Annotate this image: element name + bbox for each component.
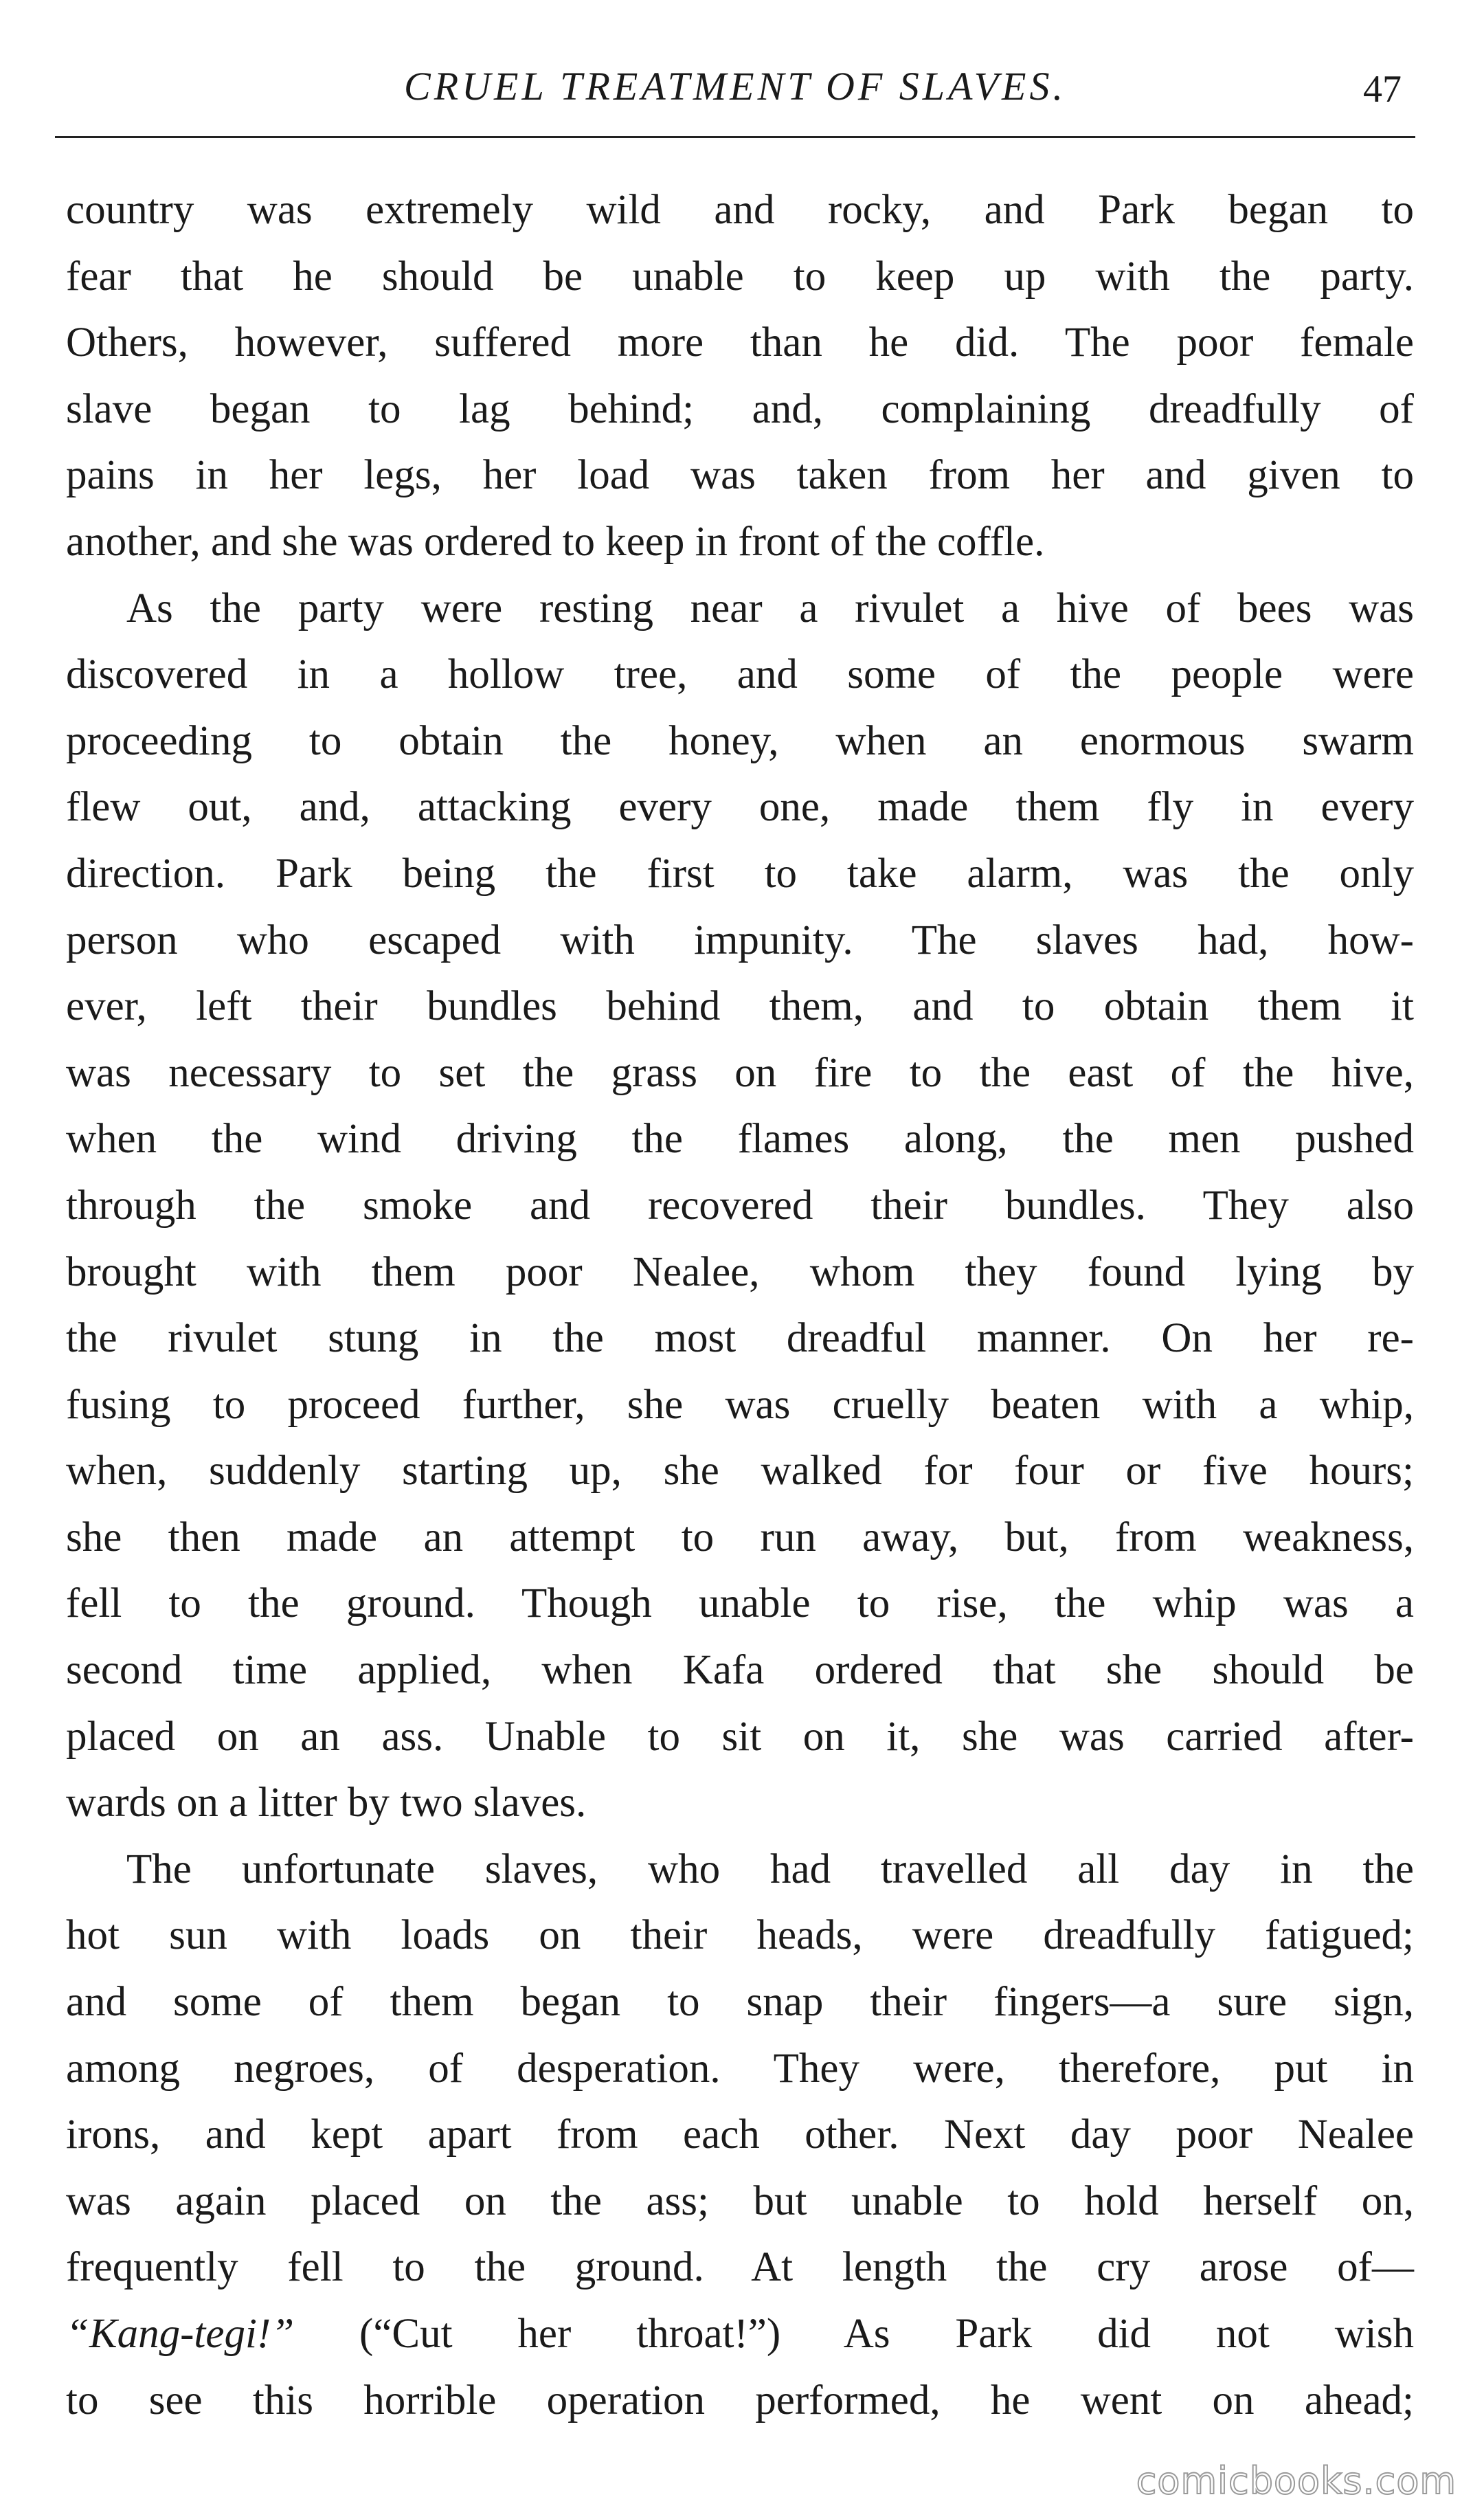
text-line: hot sun with loads on their heads, were dreadfully fatigued; [66,1912,1414,1959]
text-line: through the smoke and recovered their bundles. They also [66,1182,1414,1229]
text-line: person who escaped with impunity. The slaves had, how- [66,917,1414,963]
text-line: when, suddenly starting up, she walked for four or five hours; [66,1448,1414,1494]
paragraph-2 [66,576,1414,1837]
text-line: As the party were resting near a rivulet a hive of bees was [126,585,1414,631]
text-line: was necessary to set the grass on fire to the east of the hive, [66,1049,1414,1096]
quote-line-rest: (“Cut her throat!”) As Park did not wish [294,2311,1414,2357]
italic-phrase: “Kang-tegi!” [66,2311,295,2357]
text-line: to see this horrible operation performed, he went on ahead; [66,2377,1414,2423]
running-head [55,59,1415,128]
text-line: when the wind driving the flames along, the men pushed [66,1116,1414,1163]
text-line: brought with them poor Nealee, whom they found lying by [66,1249,1414,1295]
quote-line [66,2301,1414,2368]
text-line: the rivulet stung in the most dreadful manner. On her re- [66,1315,1414,1362]
text-line: fusing to proceed further, she was cruelly beaten with a whip, [66,1381,1414,1428]
text-line: discovered in a hollow tree, and some of the people were [66,651,1414,698]
text-line: direction. Park being the first to take alarm, was the only [66,850,1414,897]
text-line: and some of them began to snap their fingers—a sure sign, [66,1979,1414,2026]
text-line: irons, and kept apart from each other. Next day poor Nealee [66,2112,1414,2158]
text-line: slave began to lag behind; and, complaining dreadfully of [66,385,1414,432]
text-line: fell to the ground. Though unable to rise, the whip was a [66,1580,1414,1627]
body-text [66,177,1414,2434]
text-line: pains in her legs, her load was taken from her and given to [66,452,1414,499]
text-line: frequently fell to the ground. At length the cry arose of— [66,2244,1414,2291]
text-line: proceeding to obtain the honey, when an enormous swarm [66,717,1414,764]
text-line: placed on an ass. Unable to sit on it, she was carried after- [66,1713,1414,1760]
text-line: country was extremely wild and rocky, and Park began to [66,187,1414,233]
paragraph-3 [66,1837,1414,2434]
text-line: fear that he should be unable to keep up with the party. [66,253,1414,300]
text-line: Others, however, suffered more than he did. The poor female [66,320,1414,366]
text-line: another, and she was ordered to keep in front of the coffle. [66,518,1045,565]
text-line: among negroes, of desperation. They were, therefore, put in [66,2045,1414,2092]
text-line: The unfortunate slaves, who had travelled all day in the [126,1846,1414,1892]
page-number: 47 [1363,68,1402,111]
text-line: second time applied, when Kafa ordered that she should be [66,1647,1414,1694]
text-line: she then made an attempt to run away, but, from weakness, [66,1514,1414,1560]
text-line: flew out, and, attacking every one, made them fly in every [66,784,1414,831]
watermark: comicbooks.com [1136,2459,1457,2503]
header-rule [55,136,1415,138]
text-line: wards on a litter by two slaves. [66,1780,587,1826]
running-title: CRUEL TREATMENT OF SLAVES. [404,64,1066,109]
text-line: ever, left their bundles behind them, and to obtain them it [66,983,1414,1030]
text-line: was again placed on the ass; but unable to hold herself on, [66,2177,1414,2224]
paragraph-1 [66,177,1414,576]
